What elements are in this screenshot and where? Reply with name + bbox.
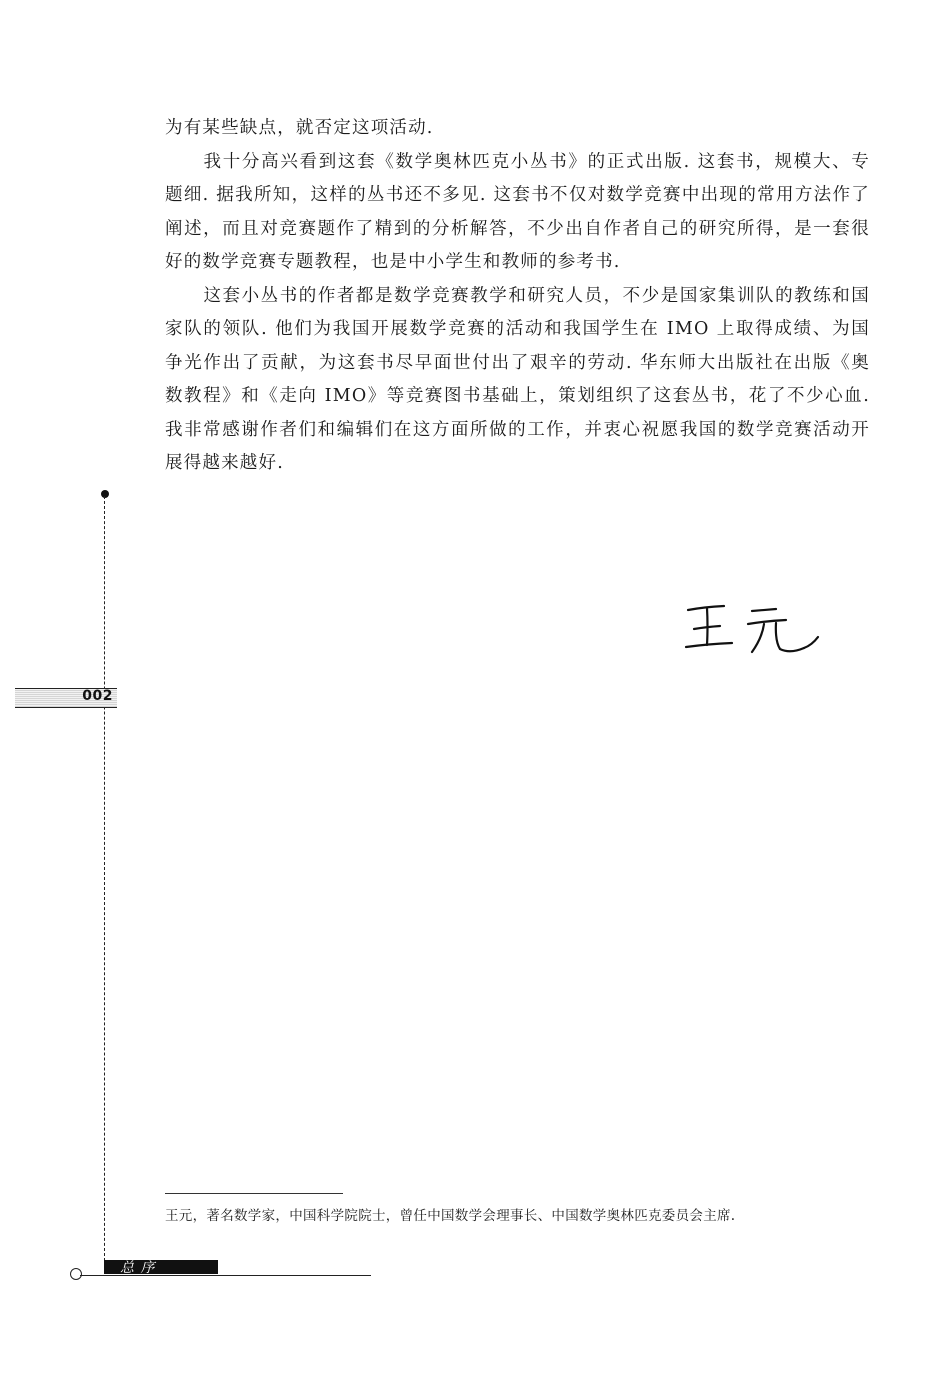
footnote: 王元，著名数学家，中国科学院院士，曾任中国数学会理事长、中国数学奥林匹克委员会主席. [165, 1208, 736, 1224]
signature-icon [680, 596, 840, 666]
footer-section-label: 总 序 [120, 1260, 156, 1276]
preface-body [165, 112, 870, 481]
footer-circle-icon [70, 1268, 82, 1280]
paragraph-3: 这套小丛书的作者都是数学竞赛教学和研究人员，不少是国家集训队的教练和国家队的领队. 他们为我国开展数学竞赛的活动和我国学生在 IMO 上取得成绩、为国争光作出了贡献，为这套书尽早面世付出了艰辛的劳动. 华东师大出版社在出版《奥数教程》和《走向 IMO》等竞赛图书基础上，策划组织了这套丛书，花了不少心血. 我非常感谢作者们和编辑们在这方面所做的工作，并衷心祝愿我国的数学竞赛活动开展得越来越好. [165, 285, 870, 473]
handwritten-signature [680, 596, 840, 666]
paragraph-2: 我十分高兴看到这套《数学奥林匹克小丛书》的正式出版. 这套书，规模大、专题细. 据我所知，这样的丛书还不多见. 这套书不仅对数学竞赛中出现的常用方法作了阐述，而且对竞赛题作了精到的分析解答，不少出自作者自己的研究所得，是一套很好的数学竞赛专题教程，也是中小学生和教师的参考书. [165, 151, 870, 272]
page-number-bar [15, 688, 117, 708]
paragraph-1: 为有某些缺点，就否定这项活动. [165, 118, 434, 138]
page-number: 002 [82, 688, 113, 704]
dashed-margin-rail [104, 496, 107, 1271]
footer-section-tab [104, 1260, 218, 1274]
footnote-divider [165, 1193, 343, 1194]
